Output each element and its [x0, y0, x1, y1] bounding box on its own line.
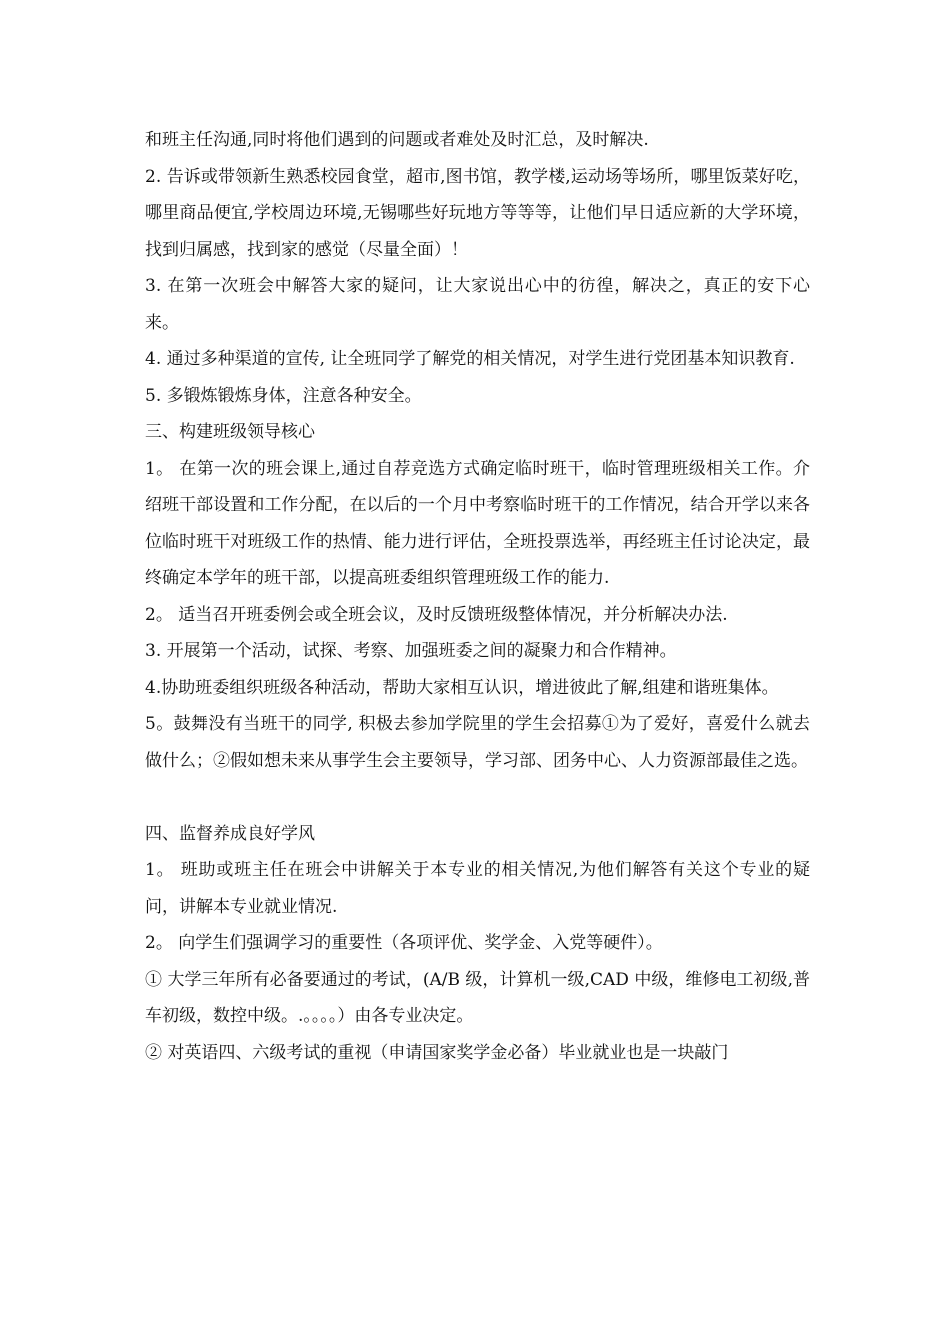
- paragraph: ② 对英语四、六级考试的重视（申请国家奖学金必备）毕业就业也是一块敲门: [145, 1042, 729, 1063]
- paragraph: 2。 向学生们强调学习的重要性（各项评优、奖学金、入党等硬件）。: [145, 933, 663, 953]
- paragraph: 3. 开展第一个活动，试探、考察、加强班委之间的凝聚力和合作精神。: [145, 641, 677, 661]
- paragraph: 5。鼓舞没有当班干的同学, 积极去参加学院里的学生会招募①为了爱好，喜爱什么就去做什么；②假如想未来从事学生会主要领导，学习部、团务中心、人力资源部最佳之选。: [145, 714, 810, 771]
- paragraph: ① 大学三年所有必备要通过的考试，(A/B 级，计算机一级,CAD 中级，维修电工初级,普车初级，数控中级。.。。。。）由各专业决定。: [145, 969, 810, 1026]
- paragraph: 1。 在第一次的班会课上,通过自荐竞选方式确定临时班干，临时管理班级相关工作。介绍班干部设置和工作分配，在以后的一个月中考察临时班干的工作情况，结合开学以来各位临时班干对班级工作的热情、能力进行评估，全班投票选举，再经班主任讨论决定，最终确定本学年的班干部，以提高班委组织管理班级工作的能力.: [145, 458, 810, 588]
- paragraph: 2。 适当召开班委例会或全班会议，及时反馈班级整体情况，并分析解决办法.: [145, 604, 728, 625]
- paragraph: 4.协助班委组织班级各种活动，帮助大家相互认识，增进彼此了解,组建和谐班集体。: [145, 677, 779, 698]
- section-heading: 四、监督养成良好学风: [145, 823, 315, 844]
- blank-line: [145, 779, 810, 816]
- paragraph: 3. 在第一次班会中解答大家的疑问，让大家说出心中的彷徨，解决之，真正的安下心来。: [145, 276, 810, 333]
- document-body: [145, 122, 810, 1071]
- paragraph: 4. 通过多种渠道的宣传, 让全班同学了解党的相关情况，对学生进行党团基本知识教育.: [145, 349, 795, 369]
- section-heading: 三、构建班级领导核心: [145, 422, 315, 442]
- paragraph: 1。 班助或班主任在班会中讲解关于本专业的相关情况,为他们解答有关这个专业的疑问，讲解本专业就业情况.: [145, 860, 810, 917]
- paragraph: 5. 多锻炼锻炼身体，注意各种安全。: [145, 385, 422, 406]
- paragraph: 2. 告诉或带领新生熟悉校园食堂，超市,图书馆，教学楼,运动场等场所，哪里饭菜好吃，哪里商品便宜,学校周边环境,无锡哪些好玩地方等等等，让他们早日适应新的大学环境，找到归属感，找到家的感觉（尽量全面）！: [145, 166, 810, 260]
- paragraph: 和班主任沟通,同时将他们遇到的问题或者难处及时汇总，及时解决.: [145, 130, 649, 150]
